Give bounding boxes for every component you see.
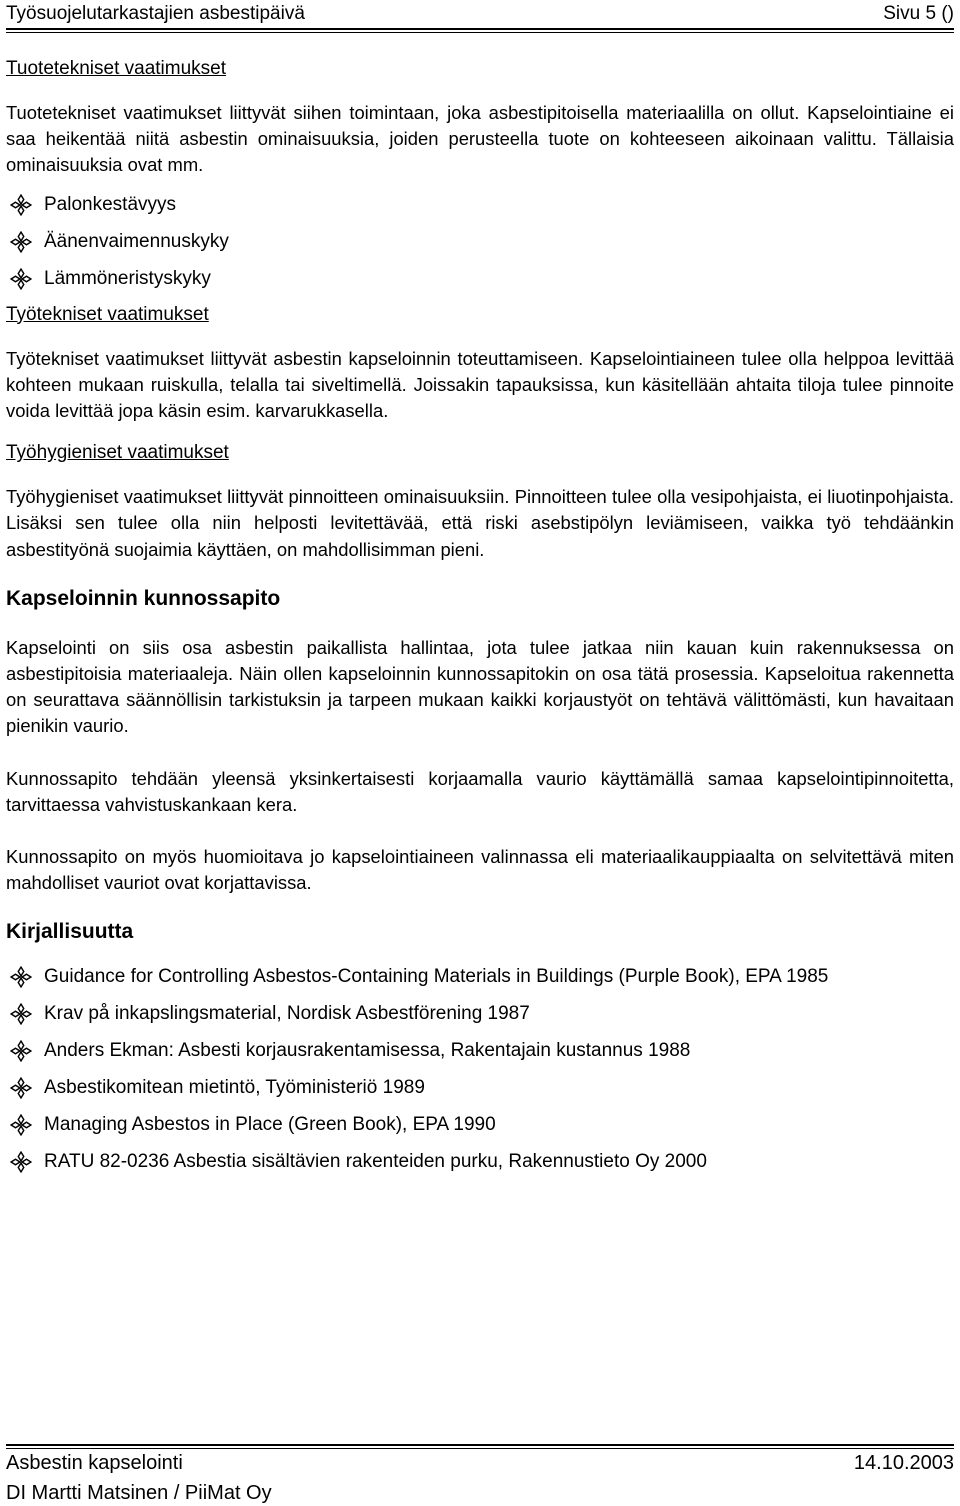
list-item-label: Lämmöneristyskyky: [44, 268, 211, 290]
four-diamond-star-icon: [10, 966, 32, 988]
four-diamond-star-icon: [10, 194, 32, 216]
four-diamond-star-icon: [10, 1077, 32, 1099]
reference-text: Guidance for Controlling Asbestos-Containing Materials in Buildings (Purple Book), EPA 1985: [44, 965, 829, 987]
four-diamond-star-icon: [10, 1151, 32, 1173]
four-diamond-star-icon: [10, 268, 32, 290]
reference-text: Managing Asbestos in Place (Green Book), EPA 1990: [44, 1113, 496, 1135]
footer-divider: [6, 1444, 954, 1446]
list-item-label: Palonkestävyys: [44, 194, 177, 216]
paragraph-kunnossapito-1: Kapselointi on siis osa asbestin paikallista hallintaa, jota tulee jatkaa niin kauan kuin rakennuksessa on asbestipitoisia materiaaleja. Näin ollen kapseloinnin kunnossapitokin on osa tätä prosessia. Kapseloitua rakennetta on seurattava säännöllisin tarkistuksin ja tarpeen mukaan kaikki korjaustyöt on tehtävä välittömästi, kun havaitaan pienikin vaurio.: [6, 636, 954, 737]
paragraph-tuotetekniset: Tuotetekniset vaatimukset liittyvät siihen toimintaan, joka asbestipitoisella materiaalilla on ollut. Kapselointiaine ei saa heikentää niitä asbestin ominaisuuksia, joiden perusteella tuote on kohteeseen aikoinaan valittu. Tällaisia ominaisuuksia ovat mm.: [6, 102, 954, 176]
four-diamond-star-icon: [10, 1114, 32, 1136]
reference-list: [6, 958, 954, 1180]
four-diamond-star-icon: [10, 231, 32, 253]
heading-kunnossapito: Kapseloinnin kunnossapito: [6, 586, 281, 610]
header-divider-thin: [6, 32, 954, 33]
reference-item: [6, 1143, 954, 1180]
list-item: [6, 224, 954, 261]
four-diamond-star-icon: [10, 1003, 32, 1025]
page-header: [6, 0, 954, 28]
footer-date: 14.10.2003: [853, 1451, 954, 1474]
list-item: [6, 261, 954, 298]
heading-tyohygieniset: Työhygieniset vaatimukset: [6, 442, 229, 464]
page-number: Sivu 5 (): [883, 3, 954, 24]
paragraph-kunnossapito-2: Kunnossapito tehdään yleensä yksinkertaisesti korjaamalla vaurio käyttämällä samaa kapselointipinnoitetta, tarvittaessa vahvistuskankaan kera.: [6, 767, 954, 815]
reference-text: Krav på inkapslingsmaterial, Nordisk Asbestförening 1987: [44, 1002, 530, 1024]
reference-text: Anders Ekman: Asbesti korjausrakentamisessa, Rakentajain kustannus 1988: [44, 1039, 691, 1061]
footer-topic: Asbestin kapselointi: [6, 1451, 183, 1474]
heading-tuotetekniset: Tuotetekniset vaatimukset: [6, 58, 227, 79]
footer-divider-thin: [6, 1448, 954, 1449]
page-content: [6, 56, 954, 1180]
reference-item: [6, 1032, 954, 1069]
paragraph-tyotekniset: Työtekniset vaatimukset liittyvät asbestin kapseloinnin toteuttamiseen. Kapselointiaineen tulee olla helppoa levittää kohteen mukaan ruiskulla, telalla tai siveltimellä. Joissakin tapauksissa, kun käsitellään ahtaita tiloja tulee pinnoite voida levittää jopa käsin esim. karvarukkasella.: [6, 347, 954, 422]
heading-kirjallisuutta: Kirjallisuutta: [6, 920, 134, 944]
list-item: [6, 187, 954, 224]
footer-author: DI Martti Matsinen / PiiMat Oy: [6, 1482, 272, 1504]
reference-item: [6, 995, 954, 1032]
reference-item: [6, 1069, 954, 1106]
paragraph-kunnossapito-3: Kunnossapito on myös huomioitava jo kapselointiaineen valinnassa eli materiaalikauppiaalta on selvitettävä miten mahdolliset vauriot ovat korjattavissa.: [6, 846, 954, 894]
document-title: Työsuojelutarkastajien asbestipäivä: [6, 3, 305, 24]
page-footer: [6, 1450, 954, 1476]
heading-tyotekniset: Työtekniset vaatimukset: [6, 303, 209, 325]
reference-text: RATU 82-0236 Asbestia sisältävien rakenteiden purku, Rakennustieto Oy 2000: [44, 1150, 707, 1172]
reference-item: [6, 958, 954, 995]
paragraph-tyohygieniset: Työhygieniset vaatimukset liittyvät pinnoitteen ominaisuuksiin. Pinnoitteen tulee olla vesipohjaista, ei liuotinpohjaista. Lisäksi sen tulee olla niin helposti levitettävää, että riski asebstipölyn leviämiseen, vaikka työ tehdäänkin asbestityönä suojaimia käyttäen, on mahdollisimman pieni.: [6, 486, 954, 560]
list-item-label: Äänenvaimennuskyky: [44, 231, 229, 253]
header-divider: [6, 28, 954, 30]
property-list: [6, 187, 954, 298]
reference-text: Asbestikomitean mietintö, Työministeriö 1989: [44, 1076, 425, 1098]
reference-item: [6, 1106, 954, 1143]
four-diamond-star-icon: [10, 1040, 32, 1062]
